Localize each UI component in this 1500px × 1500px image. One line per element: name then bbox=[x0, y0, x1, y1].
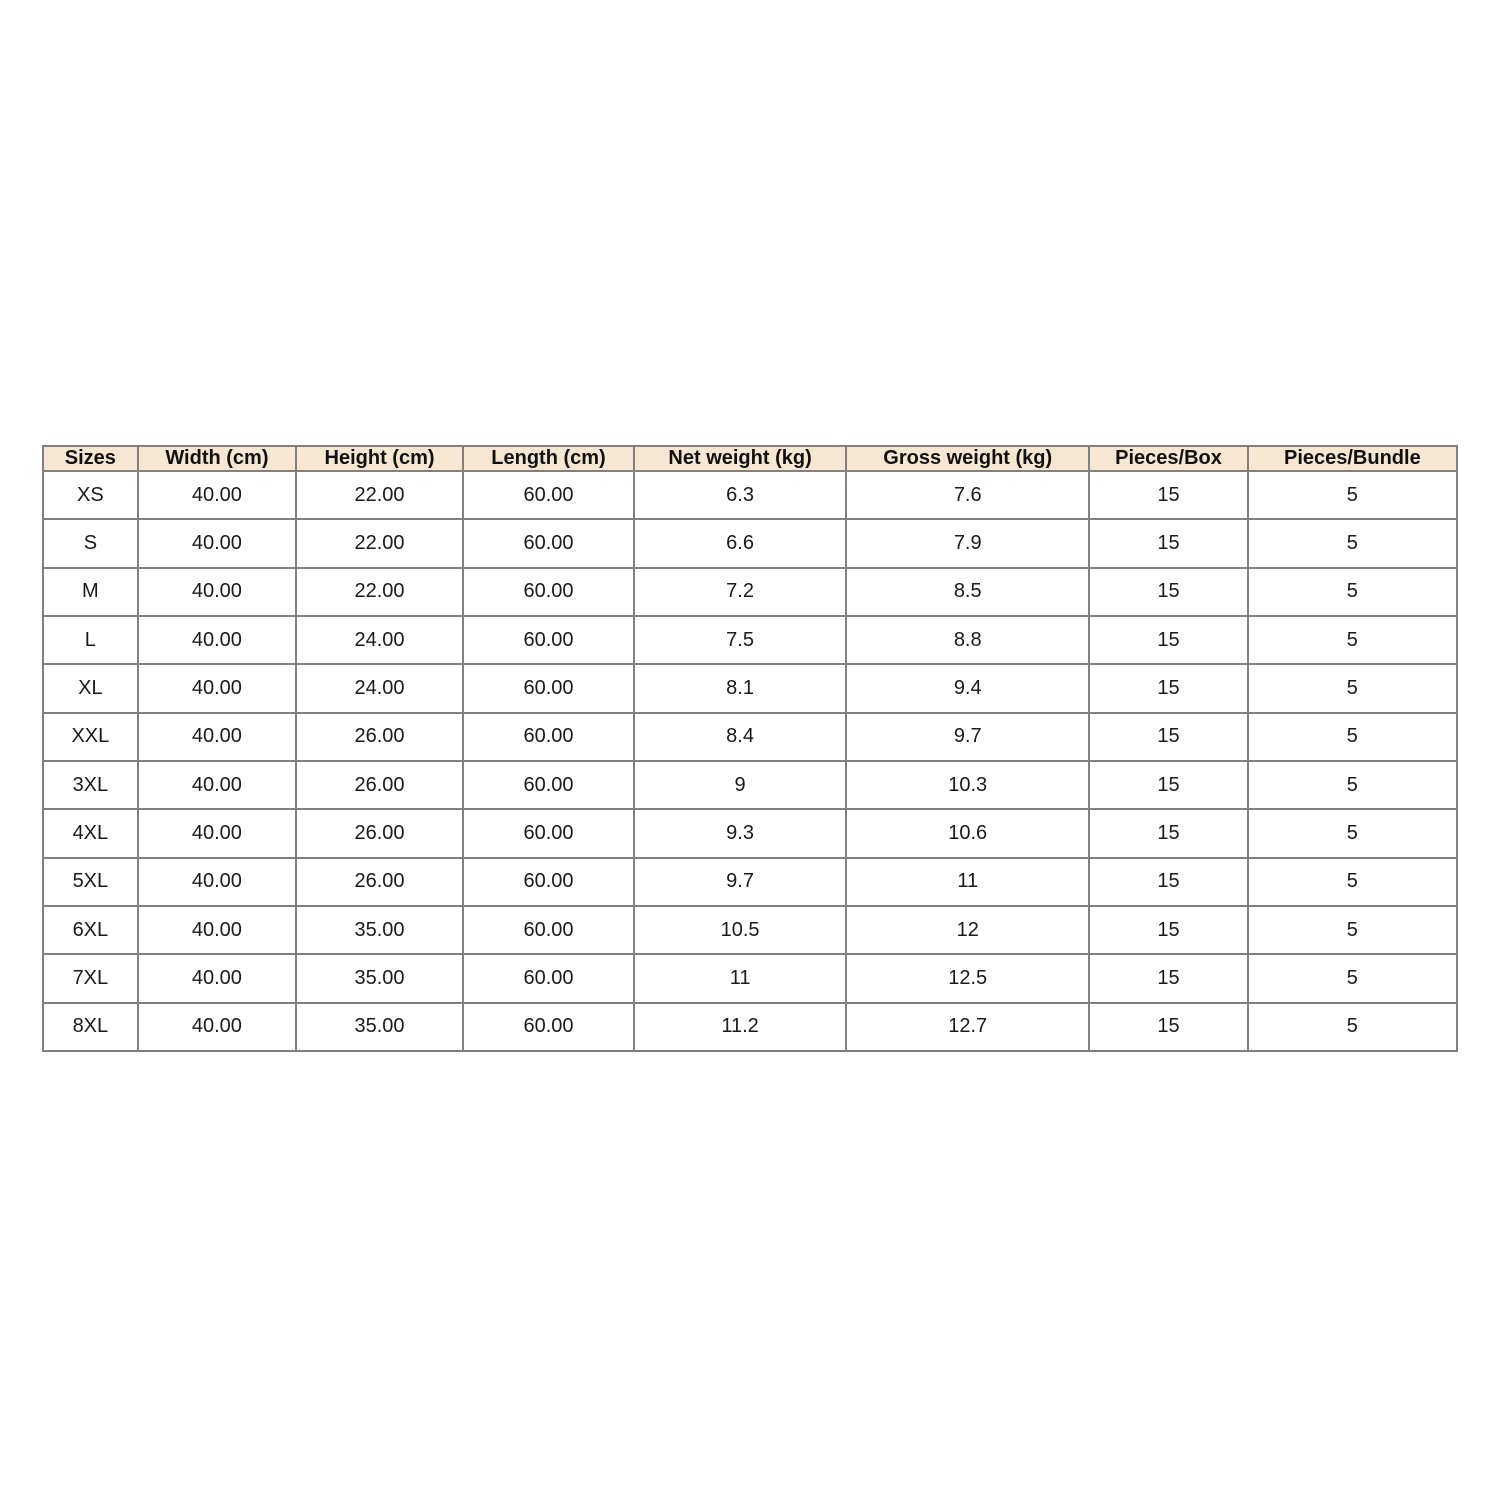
table-cell: 40.00 bbox=[138, 858, 296, 906]
table-cell: 11 bbox=[846, 858, 1089, 906]
size-cell: 8XL bbox=[43, 1003, 138, 1051]
column-header: Width (cm) bbox=[138, 446, 296, 471]
table-cell: 5 bbox=[1248, 761, 1457, 809]
table-cell: 6.6 bbox=[634, 519, 846, 567]
table-row bbox=[43, 616, 1457, 664]
table-cell: 60.00 bbox=[463, 568, 634, 616]
column-header: Gross weight (kg) bbox=[846, 446, 1089, 471]
table-cell: 40.00 bbox=[138, 713, 296, 761]
table-cell: 12.7 bbox=[846, 1003, 1089, 1051]
table-cell: 26.00 bbox=[296, 858, 463, 906]
table-cell: 35.00 bbox=[296, 906, 463, 954]
table-cell: 60.00 bbox=[463, 664, 634, 712]
table-cell: 5 bbox=[1248, 519, 1457, 567]
table-cell: 7.2 bbox=[634, 568, 846, 616]
table-row bbox=[43, 809, 1457, 857]
column-header: Sizes bbox=[43, 446, 138, 471]
table-cell: 40.00 bbox=[138, 761, 296, 809]
size-packing-table-container bbox=[42, 445, 1458, 1052]
table-cell: 9.3 bbox=[634, 809, 846, 857]
table-cell: 60.00 bbox=[463, 519, 634, 567]
size-cell: XS bbox=[43, 471, 138, 519]
table-cell: 10.3 bbox=[846, 761, 1089, 809]
table-row bbox=[43, 858, 1457, 906]
size-cell: M bbox=[43, 568, 138, 616]
table-cell: 24.00 bbox=[296, 664, 463, 712]
table-cell: 26.00 bbox=[296, 713, 463, 761]
table-cell: 15 bbox=[1089, 616, 1247, 664]
table-cell: 60.00 bbox=[463, 954, 634, 1002]
column-header: Length (cm) bbox=[463, 446, 634, 471]
table-row bbox=[43, 761, 1457, 809]
table-cell: 22.00 bbox=[296, 568, 463, 616]
table-cell: 40.00 bbox=[138, 906, 296, 954]
table-row bbox=[43, 519, 1457, 567]
table-cell: 5 bbox=[1248, 713, 1457, 761]
table-cell: 8.4 bbox=[634, 713, 846, 761]
table-row bbox=[43, 1003, 1457, 1051]
column-header: Pieces/Box bbox=[1089, 446, 1247, 471]
table-cell: 7.6 bbox=[846, 471, 1089, 519]
size-cell: XL bbox=[43, 664, 138, 712]
table-cell: 10.6 bbox=[846, 809, 1089, 857]
table-cell: 15 bbox=[1089, 1003, 1247, 1051]
table-cell: 15 bbox=[1089, 568, 1247, 616]
table-row bbox=[43, 906, 1457, 954]
table-header-row bbox=[43, 446, 1457, 471]
size-cell: 4XL bbox=[43, 809, 138, 857]
table-cell: 5 bbox=[1248, 954, 1457, 1002]
table-cell: 15 bbox=[1089, 713, 1247, 761]
table-cell: 15 bbox=[1089, 906, 1247, 954]
table-cell: 15 bbox=[1089, 664, 1247, 712]
table-cell: 9.7 bbox=[634, 858, 846, 906]
table-cell: 15 bbox=[1089, 471, 1247, 519]
table-cell: 15 bbox=[1089, 954, 1247, 1002]
size-cell: 7XL bbox=[43, 954, 138, 1002]
table-cell: 60.00 bbox=[463, 713, 634, 761]
table-cell: 15 bbox=[1089, 519, 1247, 567]
table-cell: 6.3 bbox=[634, 471, 846, 519]
table-cell: 40.00 bbox=[138, 954, 296, 1002]
table-cell: 15 bbox=[1089, 858, 1247, 906]
table-cell: 8.5 bbox=[846, 568, 1089, 616]
table-cell: 40.00 bbox=[138, 664, 296, 712]
table-cell: 15 bbox=[1089, 761, 1247, 809]
column-header: Net weight (kg) bbox=[634, 446, 846, 471]
table-cell: 40.00 bbox=[138, 471, 296, 519]
table-cell: 10.5 bbox=[634, 906, 846, 954]
table-cell: 11 bbox=[634, 954, 846, 1002]
table-cell: 22.00 bbox=[296, 519, 463, 567]
table-cell: 12.5 bbox=[846, 954, 1089, 1002]
table-row bbox=[43, 954, 1457, 1002]
table-cell: 40.00 bbox=[138, 568, 296, 616]
table-cell: 22.00 bbox=[296, 471, 463, 519]
table-cell: 5 bbox=[1248, 906, 1457, 954]
table-cell: 40.00 bbox=[138, 616, 296, 664]
table-row bbox=[43, 568, 1457, 616]
size-cell: S bbox=[43, 519, 138, 567]
table-cell: 40.00 bbox=[138, 519, 296, 567]
table-cell: 60.00 bbox=[463, 1003, 634, 1051]
table-cell: 8.1 bbox=[634, 664, 846, 712]
table-cell: 8.8 bbox=[846, 616, 1089, 664]
size-cell: 6XL bbox=[43, 906, 138, 954]
size-cell: L bbox=[43, 616, 138, 664]
table-cell: 60.00 bbox=[463, 906, 634, 954]
column-header: Height (cm) bbox=[296, 446, 463, 471]
column-header: Pieces/Bundle bbox=[1248, 446, 1457, 471]
table-cell: 12 bbox=[846, 906, 1089, 954]
size-cell: 5XL bbox=[43, 858, 138, 906]
table-body bbox=[43, 471, 1457, 1051]
table-cell: 9.4 bbox=[846, 664, 1089, 712]
table-cell: 5 bbox=[1248, 1003, 1457, 1051]
table-header bbox=[43, 446, 1457, 471]
size-packing-table bbox=[42, 445, 1458, 1052]
table-row bbox=[43, 713, 1457, 761]
table-cell: 35.00 bbox=[296, 954, 463, 1002]
table-cell: 60.00 bbox=[463, 616, 634, 664]
table-cell: 7.9 bbox=[846, 519, 1089, 567]
size-cell: 3XL bbox=[43, 761, 138, 809]
table-cell: 5 bbox=[1248, 616, 1457, 664]
table-cell: 5 bbox=[1248, 664, 1457, 712]
table-cell: 60.00 bbox=[463, 471, 634, 519]
table-cell: 9 bbox=[634, 761, 846, 809]
table-cell: 60.00 bbox=[463, 761, 634, 809]
size-cell: XXL bbox=[43, 713, 138, 761]
table-row bbox=[43, 471, 1457, 519]
table-cell: 5 bbox=[1248, 568, 1457, 616]
table-cell: 26.00 bbox=[296, 761, 463, 809]
table-row bbox=[43, 664, 1457, 712]
table-cell: 24.00 bbox=[296, 616, 463, 664]
table-cell: 40.00 bbox=[138, 1003, 296, 1051]
table-cell: 60.00 bbox=[463, 858, 634, 906]
table-cell: 60.00 bbox=[463, 809, 634, 857]
table-cell: 11.2 bbox=[634, 1003, 846, 1051]
table-cell: 5 bbox=[1248, 858, 1457, 906]
table-cell: 40.00 bbox=[138, 809, 296, 857]
table-cell: 35.00 bbox=[296, 1003, 463, 1051]
table-cell: 15 bbox=[1089, 809, 1247, 857]
table-cell: 5 bbox=[1248, 809, 1457, 857]
table-cell: 7.5 bbox=[634, 616, 846, 664]
table-cell: 9.7 bbox=[846, 713, 1089, 761]
table-cell: 5 bbox=[1248, 471, 1457, 519]
table-cell: 26.00 bbox=[296, 809, 463, 857]
